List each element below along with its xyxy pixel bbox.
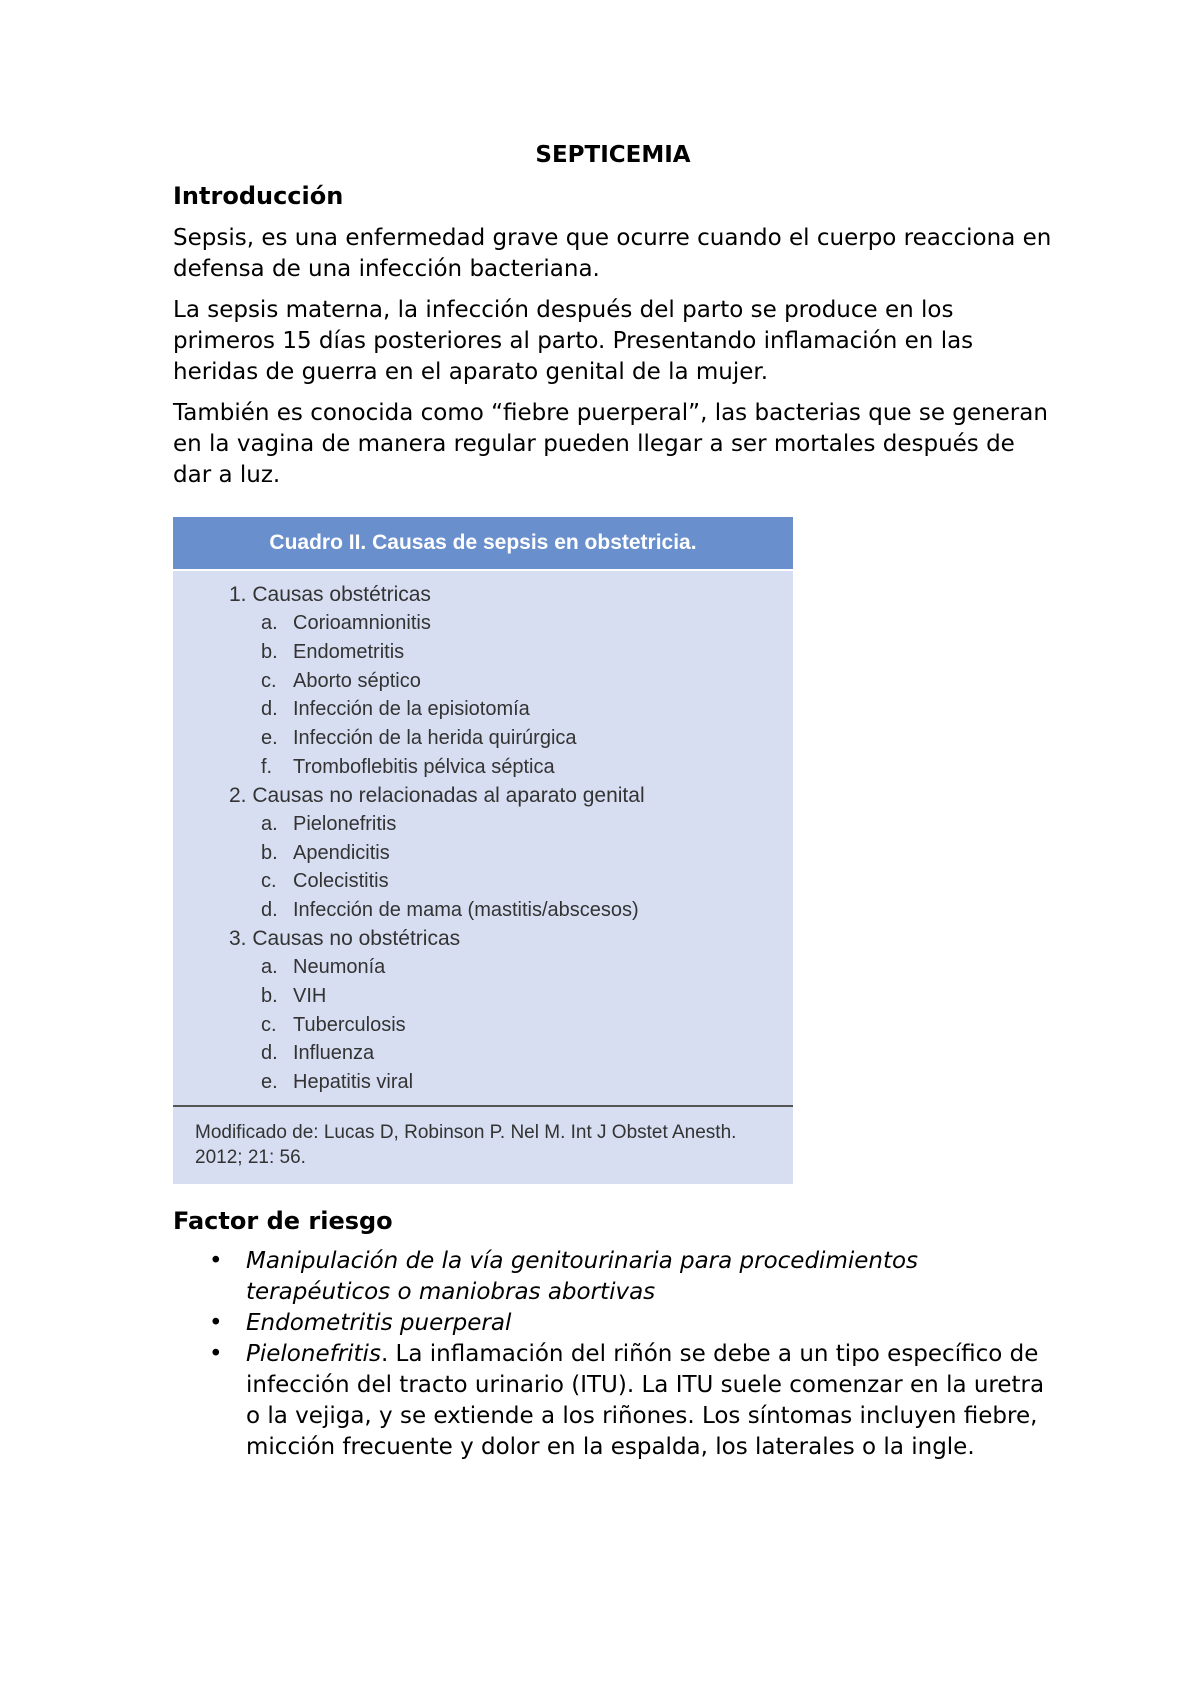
figure-body bbox=[173, 571, 793, 1107]
figure-list-item bbox=[261, 1068, 793, 1097]
figure-item-text: Colecistitis bbox=[293, 870, 389, 893]
intro-heading: Introducción bbox=[173, 182, 344, 210]
paragraph-1: Sepsis, es una enfermedad grave que ocurre cuando el cuerpo reacciona en defensa de una infección bacteriana. bbox=[173, 225, 1052, 282]
paragraph-3: También es conocida como “fiebre puerperal”, las bacterias que se generan en la vagina de manera regular pueden llegar a ser mortales después de dar a luz. bbox=[173, 400, 1048, 488]
figure-item-text: Pielonefritis bbox=[293, 812, 397, 835]
figure-group-label: 2. Causas no relacionadas al aparato genital bbox=[229, 783, 645, 807]
risk-bullet-text: . La inflamación del riñón se debe a un tipo específico de infección del tracto urinario (ITU). La ITU suele comenzar en la uretra o la vejiga, y se extiende a los riñones. Los síntomas incluyen fiebre, micción frecuente y dolor en la espalda, los laterales o la ingle. bbox=[246, 1340, 1045, 1460]
figure-item-text: Infección de mama (mastitis/abscesos) bbox=[293, 899, 639, 922]
bullet-dot-icon: • bbox=[209, 1340, 223, 1367]
figure-item-letter: b. bbox=[261, 984, 278, 1007]
figure-sublist bbox=[229, 609, 793, 782]
figure-list-item bbox=[261, 667, 793, 696]
figure-item-text: Apendicitis bbox=[293, 841, 390, 864]
risk-bullet-italic: Manipulación de la vía genitourinaria para procedimientos terapéuticos o maniobras abortivas bbox=[246, 1247, 919, 1305]
figure-group bbox=[229, 925, 793, 1097]
figure-item-text: Neumonía bbox=[293, 955, 386, 978]
figure-item-text: Infección de la episiotomía bbox=[293, 698, 530, 721]
figure-header: Cuadro II. Causas de sepsis en obstetricia. bbox=[173, 517, 793, 571]
figure-item-letter: f. bbox=[261, 755, 273, 778]
figure-sublist bbox=[229, 810, 793, 925]
figure-item-letter: b. bbox=[261, 640, 278, 663]
document-title: SEPTICEMIA bbox=[535, 142, 691, 168]
figure-item-letter: c. bbox=[261, 669, 277, 692]
figure-list-item bbox=[261, 753, 793, 782]
figure-group-label: 1. Causas obstétricas bbox=[229, 583, 431, 606]
figure-sublist bbox=[229, 953, 793, 1097]
figure-item-text: Hepatitis viral bbox=[293, 1071, 414, 1094]
paragraph-2: La sepsis materna, la infección después del parto se produce en los primeros 15 días posteriores al parto. Presentando inflamación en las heridas de guerra en el aparato genital de la mujer. bbox=[173, 297, 974, 385]
figure-item-text: Endometritis bbox=[293, 640, 405, 663]
figure-item-text: Tromboflebitis pélvica séptica bbox=[293, 755, 555, 778]
figure-item-text: Infección de la herida quirúrgica bbox=[293, 727, 577, 750]
figure-item-letter: a. bbox=[261, 812, 278, 835]
figure-item-letter: e. bbox=[261, 1071, 278, 1094]
figure-list-item bbox=[261, 982, 793, 1011]
figure-source: Modificado de: Lucas D, Robinson P. Nel M. Int J Obstet Anesth. 2012; 21: 56. bbox=[195, 1121, 737, 1168]
risk-heading: Factor de riesgo bbox=[173, 1206, 393, 1235]
figure-list-item bbox=[261, 1039, 793, 1068]
figure-list-item bbox=[261, 810, 793, 839]
document-content bbox=[173, 139, 1053, 1463]
risk-list bbox=[173, 1246, 1053, 1463]
figure-item-text: VIH bbox=[293, 984, 327, 1007]
figure-item-letter: a. bbox=[261, 612, 278, 634]
figure-list-item bbox=[261, 839, 793, 868]
figure-item-letter: d. bbox=[261, 698, 278, 721]
figure-item-letter: a. bbox=[261, 955, 278, 978]
figure-item-text: Influenza bbox=[293, 1042, 375, 1065]
bullet-dot-icon: • bbox=[209, 1247, 223, 1274]
figure-list-item bbox=[261, 638, 793, 667]
risk-bullet-italic: Endometritis puerperal bbox=[246, 1309, 512, 1336]
figure-list-item bbox=[261, 867, 793, 896]
figure-group bbox=[229, 581, 793, 782]
figure-list-item bbox=[261, 1011, 793, 1040]
figure-item-letter: d. bbox=[261, 1042, 278, 1065]
figure-list-item bbox=[261, 609, 793, 638]
risk-bullet bbox=[173, 1339, 1053, 1463]
figure-item-letter: e. bbox=[261, 727, 278, 750]
figure-list-item bbox=[261, 724, 793, 753]
figure-item-text: Aborto séptico bbox=[293, 669, 421, 692]
figure-list-item bbox=[261, 896, 793, 925]
risk-bullet-italic: Pielonefritis bbox=[246, 1340, 381, 1367]
figure-item-text: Tuberculosis bbox=[293, 1013, 406, 1036]
figure-list-item bbox=[261, 953, 793, 982]
figure-list bbox=[173, 581, 793, 1097]
bullet-dot-icon: • bbox=[209, 1309, 223, 1336]
figure-group bbox=[229, 782, 793, 925]
risk-bullet bbox=[173, 1246, 1053, 1308]
figure-group-label: 3. Causas no obstétricas bbox=[229, 926, 461, 950]
causes-figure bbox=[173, 517, 793, 1184]
figure-item-letter: b. bbox=[261, 841, 278, 864]
figure-item-text: Corioamnionitis bbox=[293, 612, 431, 634]
figure-list-item bbox=[261, 695, 793, 724]
risk-bullet bbox=[173, 1308, 1053, 1339]
figure-item-letter: c. bbox=[261, 870, 277, 893]
figure-item-letter: d. bbox=[261, 899, 278, 922]
figure-item-letter: c. bbox=[261, 1013, 277, 1036]
